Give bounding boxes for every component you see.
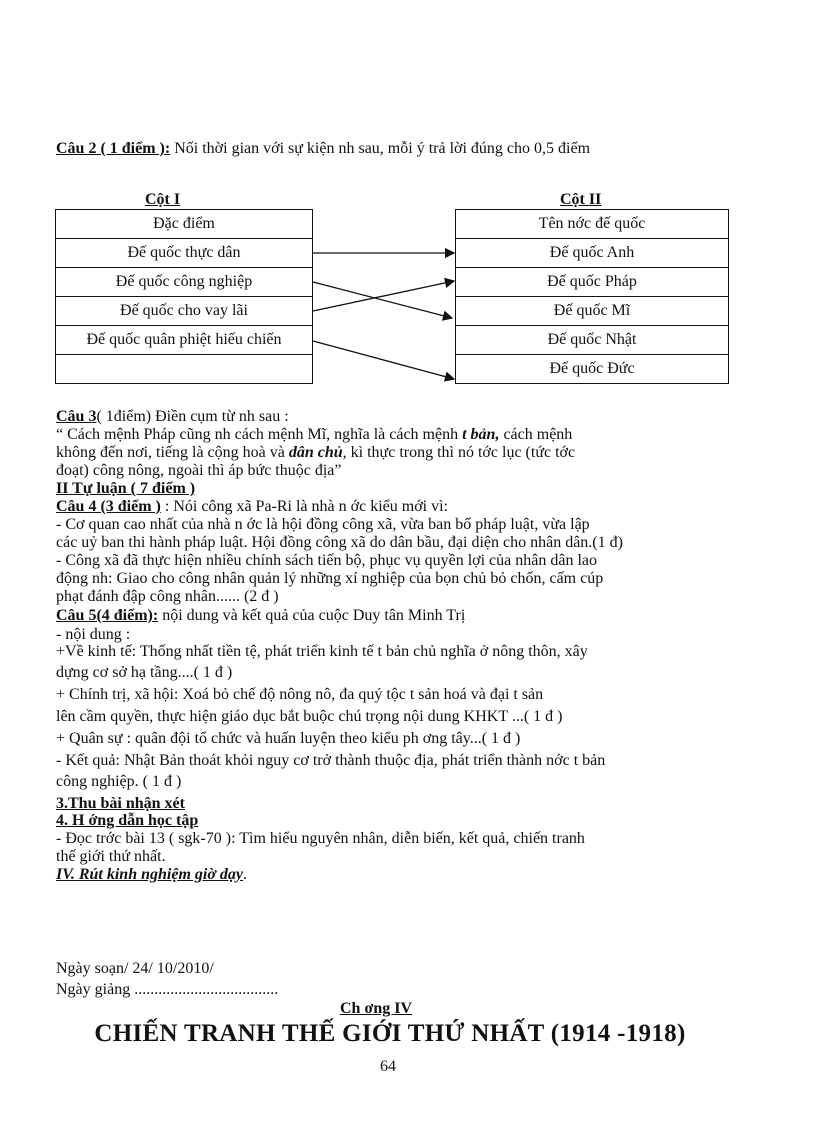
chapter-title: CHIẾN TRANH THẾ GIỚI THỨ NHẤT (1914 -1918) xyxy=(94,1020,686,1047)
question-3-line-3: đoạt) công nông, ngoài thì áp bức thuộc địa” xyxy=(56,462,342,479)
question-3-head-text: ( 1điểm) Điền cụm từ nh sau : xyxy=(96,408,289,425)
column-2-cell: Tên nớc đế quốc xyxy=(456,210,729,239)
question-3-answer-1: t bản, xyxy=(462,426,500,443)
question-3-line-2 xyxy=(56,444,721,462)
question-5-line-3: dựng cơ sở hạ tầng....( 1 đ ) xyxy=(56,664,233,681)
section-iv-title: IV. Rút kinh nghiệm giờ dạy xyxy=(56,866,244,883)
column-2-cell: Đế quốc Anh xyxy=(456,239,729,268)
question-2-label: Câu 2 ( 1 điểm ): xyxy=(56,140,171,157)
question-3-heading xyxy=(56,408,721,426)
question-4-head-text: : Nói công xã Pa-Ri là nhà n ớc kiểu mới vì: xyxy=(160,498,448,515)
question-3-text: cách mệnh xyxy=(503,426,573,443)
section-4-line-1: - Đọc trớc bài 13 ( sgk-70 ): Tìm hiểu nguyên nhân, diễn biến, kết quả, chiến tranh xyxy=(56,830,585,847)
teaching-date: Ngày giảng .................................... xyxy=(56,981,279,998)
section-iv-tail: . xyxy=(243,866,248,883)
column-1-cell: Đế quốc công nghiệp xyxy=(56,268,313,297)
question-5-line-4: + Chính trị, xã hội: Xoá bỏ chế độ nông nô, đa quý tộc t sản hoá và đại t sản xyxy=(56,686,544,703)
arrow-vay-lai-to-phap xyxy=(313,281,454,311)
question-4-line-5: phạt đánh đập công nhân...... (2 đ ) xyxy=(56,588,279,605)
arrow-cong-nghiep-to-mi xyxy=(313,282,452,318)
question-5-line-7: - Kết quả: Nhật Bản thoát khỏi nguy cơ trở thành thuộc địa, phát triển thành nớc t bản xyxy=(56,752,606,769)
column-2-cell: Đế quốc Pháp xyxy=(456,268,729,297)
question-4-line-1: - Cơ quan cao nhất của nhà n ớc là hội đồng công xã, vừa ban bố pháp luật, vừa lập xyxy=(56,516,590,533)
chapter-label: Ch ơng IV xyxy=(340,1000,412,1017)
section-2-title: II Tự luận ( 7 điểm ) xyxy=(56,480,196,497)
column-1-cell: Đế quốc thực dân xyxy=(56,239,313,268)
column-1-cell: Đế quốc cho vay lãi xyxy=(56,297,313,326)
column-1-title: Cột I xyxy=(145,191,181,208)
column-2-cell: Đế quốc Đức xyxy=(456,355,729,384)
arrow-quan-phiet-to-duc xyxy=(313,341,454,379)
preparation-date: Ngày soạn/ 24/ 10/2010/ xyxy=(56,960,214,977)
question-3-text: “ Cách mệnh Pháp cũng nh cách mệnh Mĩ, nghĩa là cách mệnh xyxy=(56,426,459,443)
question-5-line-1: - nội dung : xyxy=(56,626,131,643)
question-5-line-2: +Về kinh tế: Thống nhất tiền tệ, phát triển kinh tế t bản chủ nghĩa ở nông thôn, xây xyxy=(56,643,588,660)
question-5-heading xyxy=(56,607,721,625)
question-3-line-1 xyxy=(56,426,721,444)
question-5-line-8: công nghiệp. ( 1 đ ) xyxy=(56,773,182,790)
column-2-cell: Đế quốc Mĩ xyxy=(456,297,729,326)
question-3-text: không đến nơi, tiếng là cộng hoà và xyxy=(56,444,285,461)
question-3-label: Câu 3 xyxy=(56,408,97,425)
question-4-line-2: các uỷ ban thi hành pháp luật. Hội đồng công xã do dân bầu, đại diện cho nhân dân.(1 đ) xyxy=(56,534,623,551)
question-4-heading xyxy=(56,498,721,516)
question-3-text: , kì thực trong thì nó tớc lục (tức tớc xyxy=(342,444,576,461)
section-4-title: 4. H ớng dẫn học tập xyxy=(56,812,199,829)
column-1-cell: Đặc điểm xyxy=(56,210,313,239)
question-5-label: Câu 5(4 điểm): xyxy=(56,607,159,624)
column-2-title: Cột II xyxy=(560,191,602,208)
question-3-answer-2: dân chủ xyxy=(288,444,343,461)
question-5-head-text: nội dung và kết quả của cuộc Duy tân Minh Trị xyxy=(158,607,466,624)
question-5-line-5: lên cầm quyền, thực hiện giáo dục bắt buộc chú trọng nội dung KHKT ...( 1 đ ) xyxy=(56,708,563,725)
section-iv-heading xyxy=(56,866,721,884)
column-1-cell: Đế quốc quân phiệt hiếu chiến xyxy=(56,326,313,355)
column-2-cell: Đế quốc Nhật xyxy=(456,326,729,355)
question-4-line-4: động nh: Giao cho công nhân quản lý những xí nghiệp của bọn chủ bỏ chốn, cấm cúp xyxy=(56,570,604,587)
section-4-line-2: thế giới thứ nhất. xyxy=(56,848,166,865)
question-4-label: Câu 4 (3 điểm ) xyxy=(56,498,161,515)
question-4-line-3: - Công xã đã thực hiện nhiều chính sách tiến bộ, phục vụ quyền lợi của nhân dân lao xyxy=(56,552,597,569)
matching-arrows xyxy=(0,0,816,400)
question-2-text: Nối thời gian với sự kiện nh sau, mỗi ý trả lời đúng cho 0,5 điểm xyxy=(174,140,591,157)
question-5-line-6: + Quân sự : quân đội tổ chức và huấn luyện theo kiểu ph ơng tây...( 1 đ ) xyxy=(56,730,521,747)
page-number: 64 xyxy=(380,1058,396,1075)
section-3-title: 3.Thu bài nhận xét xyxy=(56,795,185,812)
